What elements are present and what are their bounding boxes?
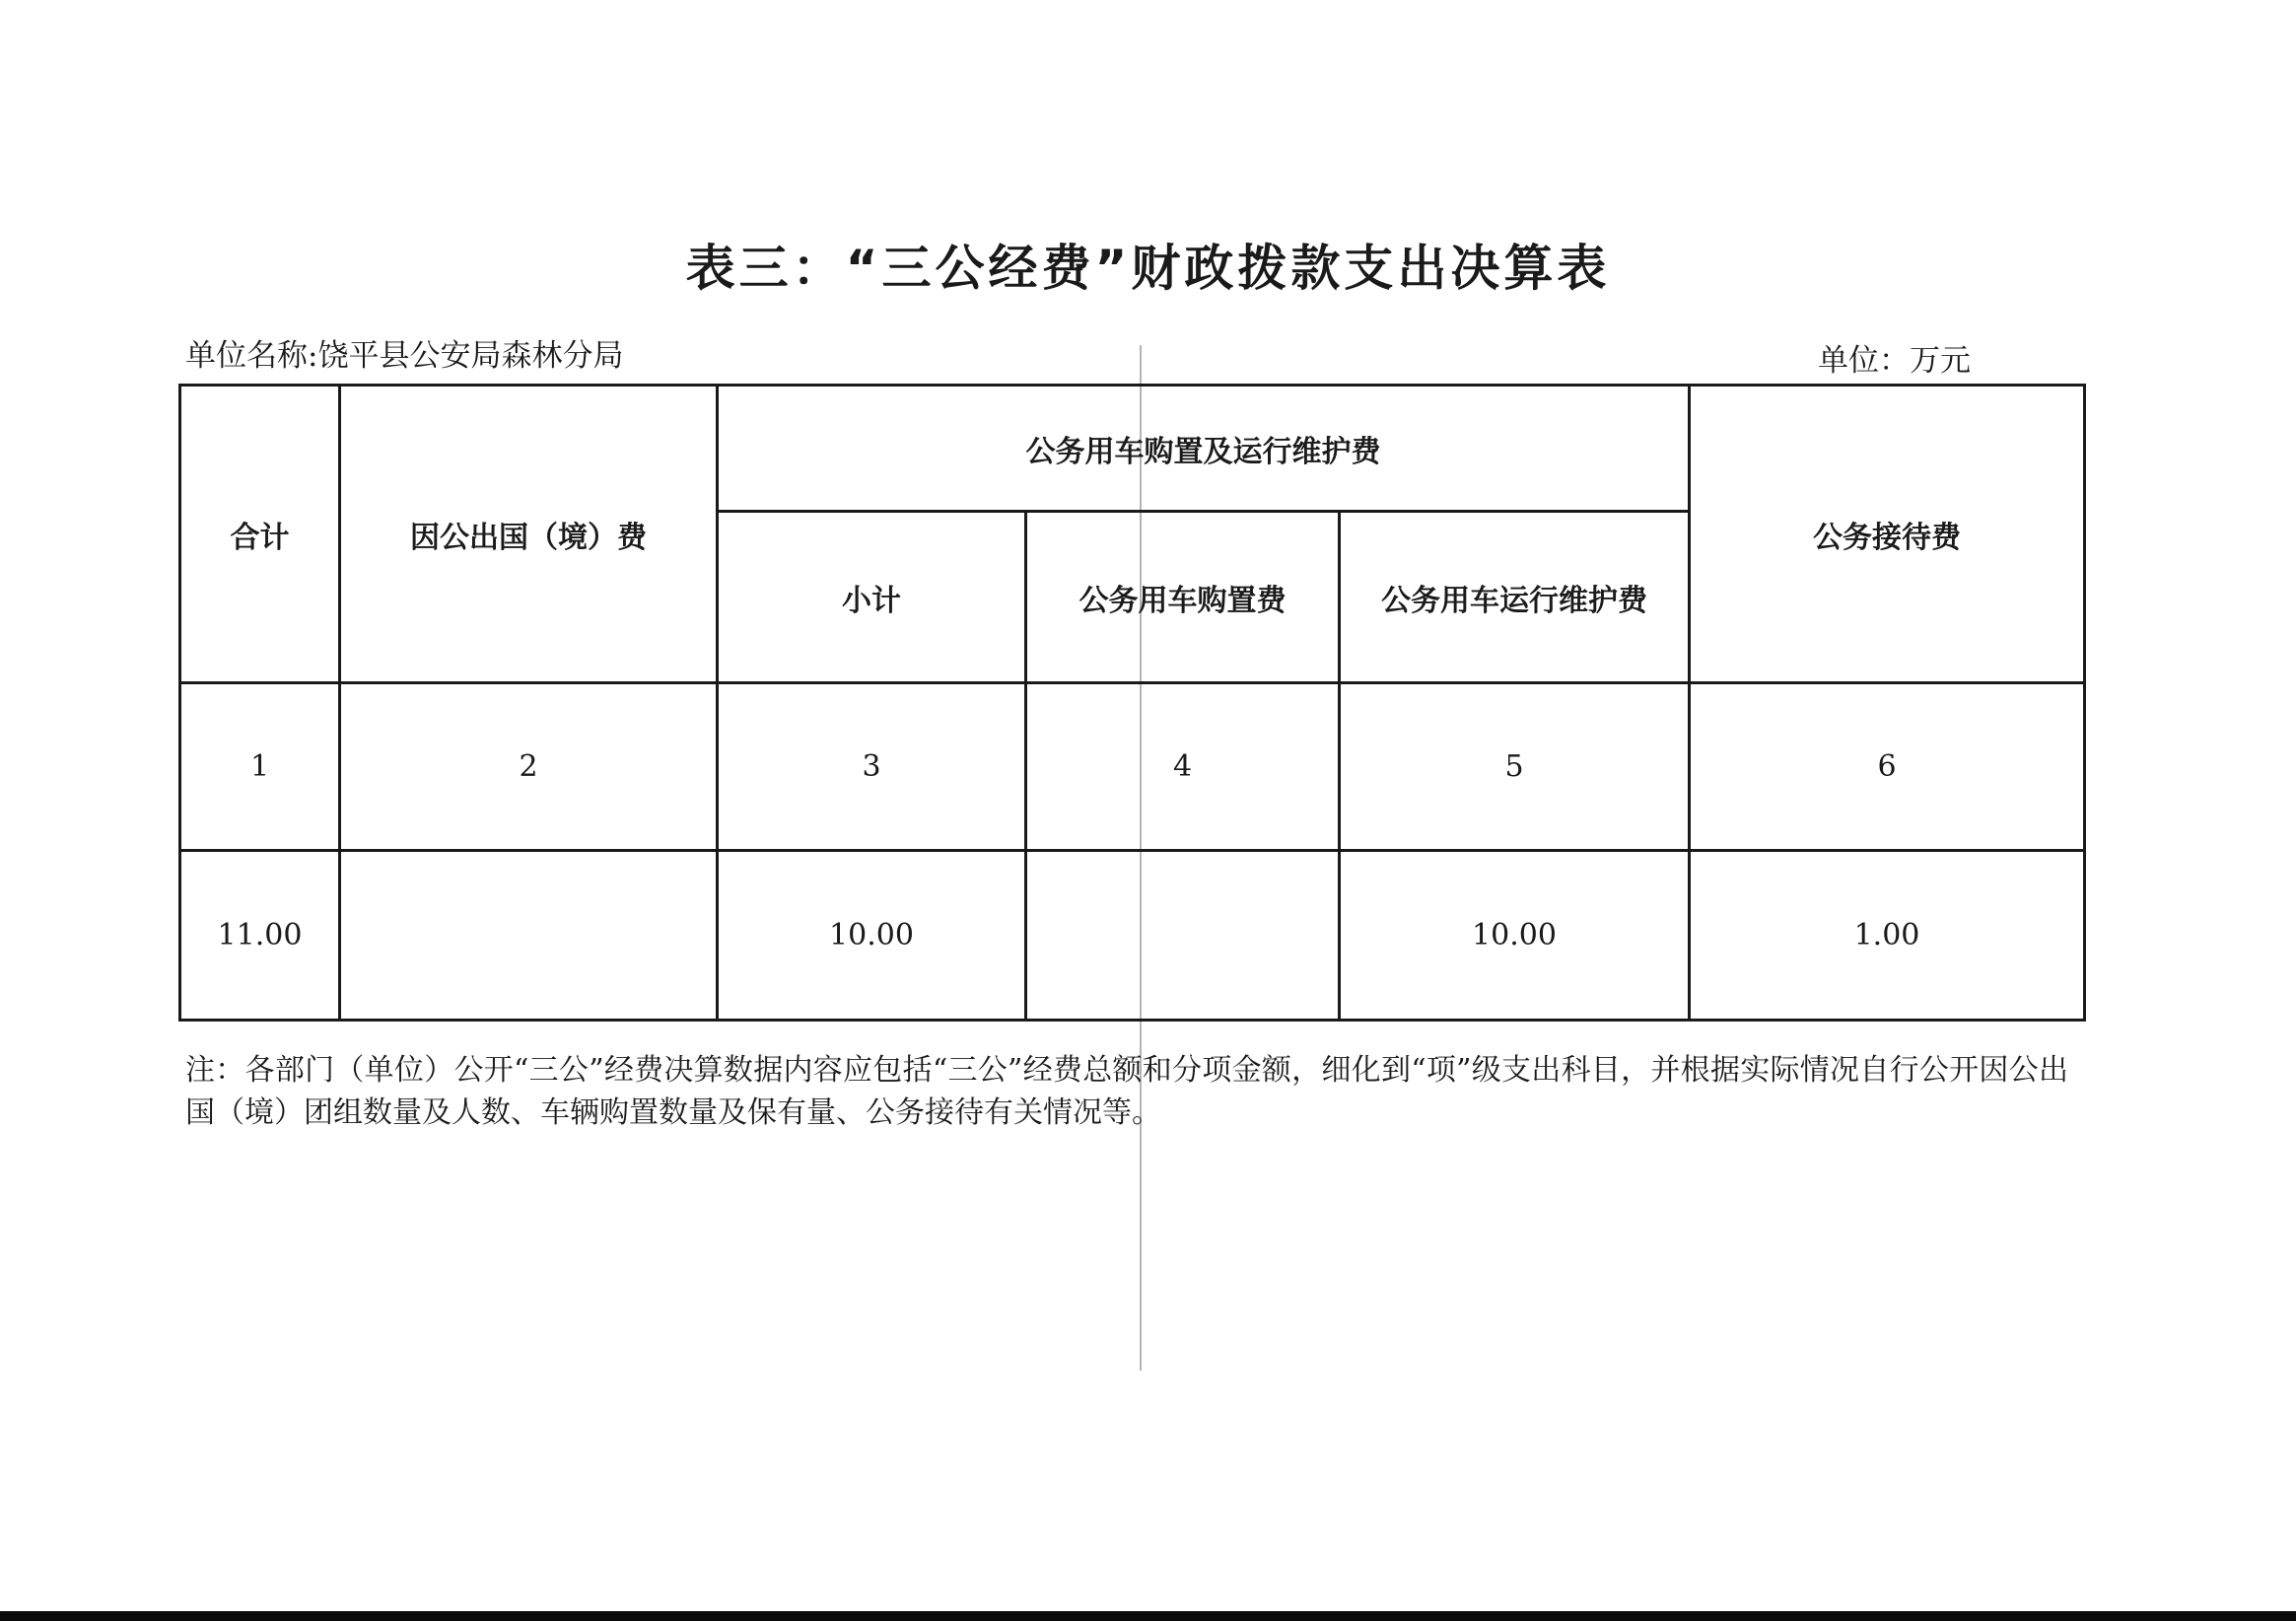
index-cell: 3 (718, 683, 1026, 851)
header-overseas: 因公出国（境）费 (340, 386, 718, 683)
value-vehicle-purchase (1026, 851, 1340, 1021)
scan-bottom-edge (0, 1611, 2296, 1621)
header-vehicle-subtotal: 小计 (718, 512, 1026, 683)
index-cell: 1 (180, 683, 340, 851)
expenditure-table (178, 384, 2086, 1022)
unit-name-label: 单位名称:饶平县公安局森林分局 (185, 338, 624, 374)
header-vehicle-operation: 公务用车运行维护费 (1340, 512, 1690, 683)
value-overseas (340, 851, 718, 1021)
value-total: 11.00 (180, 851, 340, 1021)
value-vehicle-operation: 10.00 (1340, 851, 1690, 1021)
value-vehicle-subtotal: 10.00 (718, 851, 1026, 1021)
header-vehicle-purchase: 公务用车购置费 (1026, 512, 1340, 683)
header-reception: 公务接待费 (1690, 386, 2085, 683)
footnote: 注：各部门（单位）公开“三公”经费决算数据内容应包括“三公”经费总额和分项金额，细化到“项”级支出科目，并根据实际情况自行公开因公出国（境）团组数量及人数、车辆购置数量及保有量、公务接待有关情况等。 (185, 1053, 2068, 1130)
page-title: 表三：“三公经费”财政拨款支出决算表 (685, 240, 1611, 297)
header-total: 合计 (180, 386, 340, 683)
index-cell: 4 (1026, 683, 1340, 851)
value-row (180, 851, 2085, 1021)
index-cell: 6 (1690, 683, 2085, 851)
header-vehicle-group: 公务用车购置及运行维护费 (718, 386, 1690, 512)
value-reception: 1.00 (1690, 851, 2085, 1021)
index-cell: 5 (1340, 683, 1690, 851)
index-row (180, 683, 2085, 851)
index-cell: 2 (340, 683, 718, 851)
header-row-1 (180, 386, 2085, 512)
currency-unit-label: 单位：万元 (1818, 343, 1971, 379)
